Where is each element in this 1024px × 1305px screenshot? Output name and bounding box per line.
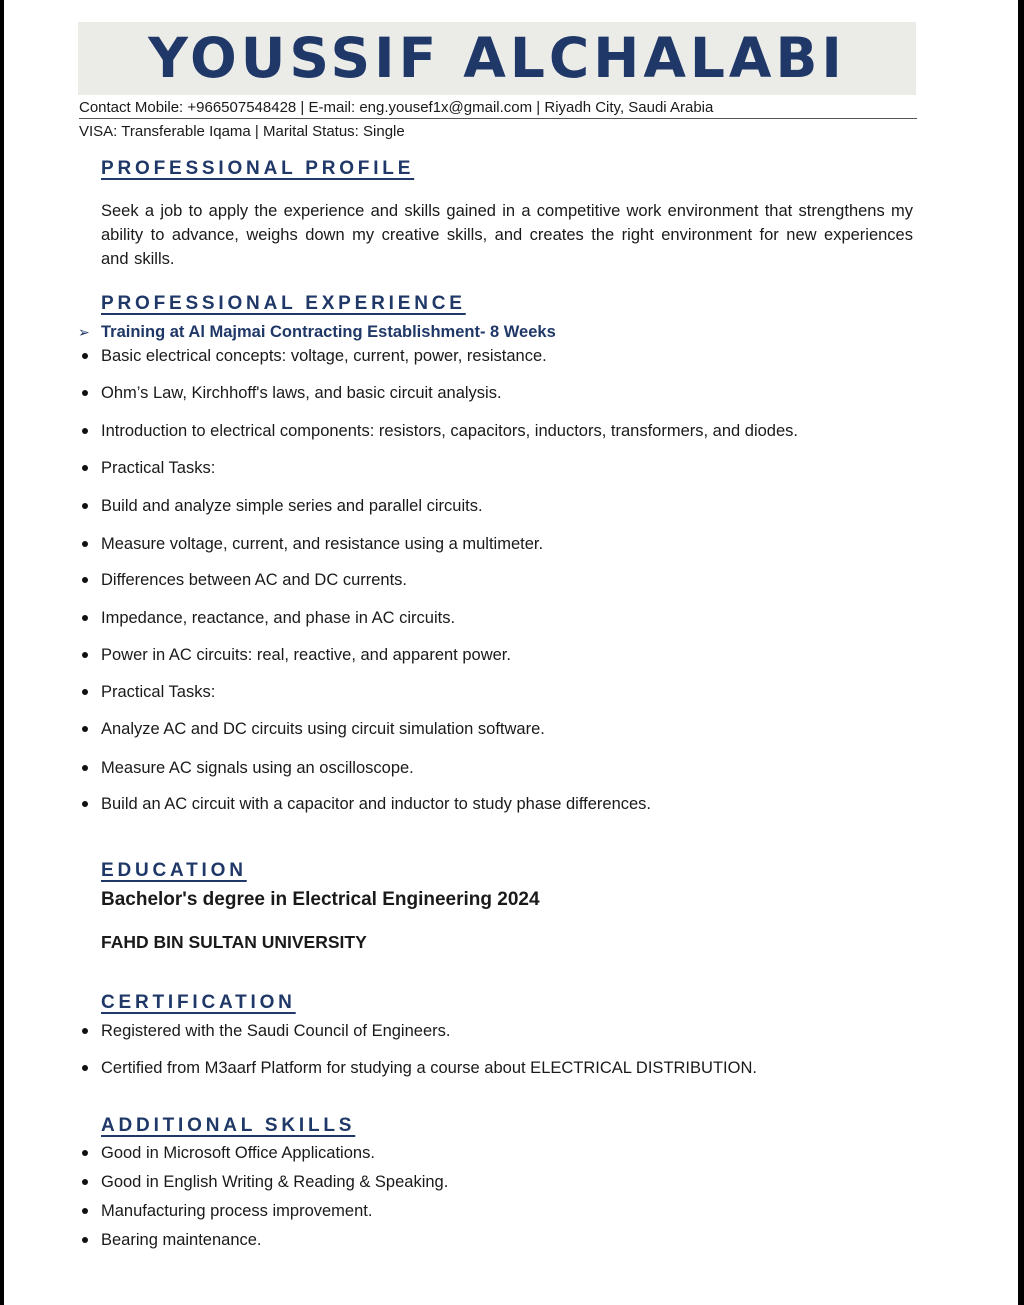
bullet-dot-icon [82, 465, 88, 471]
bullet-dot-icon [82, 726, 88, 732]
contact-line: Contact Mobile: +966507548428 | E-mail: eng.yousef1x@gmail.com | Riyadh City, Saudi Arabia [79, 97, 917, 119]
list-item: Power in AC circuits: real, reactive, and apparent power. [101, 643, 511, 667]
bullet-dot-icon [82, 801, 88, 807]
bullet-dot-icon [82, 353, 88, 359]
skills-heading: ADDITIONAL SKILLS [101, 1115, 356, 1136]
bullet-dot-icon [82, 652, 88, 658]
bullet-dot-icon [82, 503, 88, 509]
list-item: Build and analyze simple series and parallel circuits. [101, 494, 483, 518]
bullet-dot-icon [82, 1065, 88, 1071]
bullet-dot-icon [82, 1028, 88, 1034]
profile-heading: PROFESSIONAL PROFILE [101, 158, 415, 179]
right-page-edge [1018, 0, 1024, 1305]
left-page-edge [0, 0, 4, 1305]
training-title: Training at Al Majmai Contracting Establishment- 8 Weeks [101, 323, 556, 341]
list-item: Build an AC circuit with a capacitor and inductor to study phase differences. [101, 792, 651, 816]
list-item: Registered with the Saudi Council of Engineers. [101, 1019, 450, 1043]
list-item: Practical Tasks: [101, 456, 215, 480]
list-item: Measure AC signals using an oscilloscope. [101, 756, 414, 780]
bullet-dot-icon [82, 615, 88, 621]
list-item: Practical Tasks: [101, 680, 215, 704]
education-university: FAHD BIN SULTAN UNIVERSITY [101, 932, 367, 952]
bullet-dot-icon [82, 1237, 88, 1243]
list-item: Introduction to electrical components: resistors, capacitors, inductors, transformers, and diodes. [101, 419, 798, 443]
list-item: Bearing maintenance. [101, 1228, 262, 1252]
list-item: Analyze AC and DC circuits using circuit simulation software. [101, 717, 545, 741]
bullet-dot-icon [82, 1208, 88, 1214]
certification-heading: CERTIFICATION [101, 992, 296, 1013]
bullet-dot-icon [82, 1179, 88, 1185]
training-title-row [78, 320, 556, 344]
list-item: Ohm’s Law, Kirchhoff's laws, and basic circuit analysis. [101, 381, 502, 405]
list-item: Measure voltage, current, and resistance using a multimeter. [101, 532, 543, 556]
visa-line: VISA: Transferable Iqama | Marital Status: Single [79, 123, 405, 140]
profile-text: Seek a job to apply the experience and skills gained in a competitive work environment that strengthens my ability to advance, weighs down my creative skills, and creates the right environment for new experiences and skills. [101, 202, 913, 268]
list-item: Differences between AC and DC currents. [101, 568, 407, 592]
bullet-dot-icon [82, 1150, 88, 1156]
experience-heading: PROFESSIONAL EXPERIENCE [101, 293, 466, 314]
education-heading: EDUCATION [101, 860, 247, 881]
bullet-dot-icon [82, 577, 88, 583]
list-item: Good in Microsoft Office Applications. [101, 1141, 375, 1165]
bullet-dot-icon [82, 765, 88, 771]
candidate-name: YOUSSIF ALCHALABI [148, 26, 846, 90]
list-item: Impedance, reactance, and phase in AC circuits. [101, 606, 455, 630]
arrow-bullet-icon: ➢ [78, 324, 90, 340]
bullet-dot-icon [82, 689, 88, 695]
bullet-dot-icon [82, 390, 88, 396]
bullet-dot-icon [82, 428, 88, 434]
bullet-dot-icon [82, 541, 88, 547]
list-item: Basic electrical concepts: voltage, current, power, resistance. [101, 344, 547, 368]
list-item: Manufacturing process improvement. [101, 1199, 372, 1223]
name-banner [78, 22, 916, 95]
list-item: Good in English Writing & Reading & Speaking. [101, 1170, 448, 1194]
education-degree: Bachelor's degree in Electrical Engineering 2024 [101, 889, 540, 910]
list-item: Certified from M3aarf Platform for studying a course about ELECTRICAL DISTRIBUTION. [101, 1056, 757, 1080]
